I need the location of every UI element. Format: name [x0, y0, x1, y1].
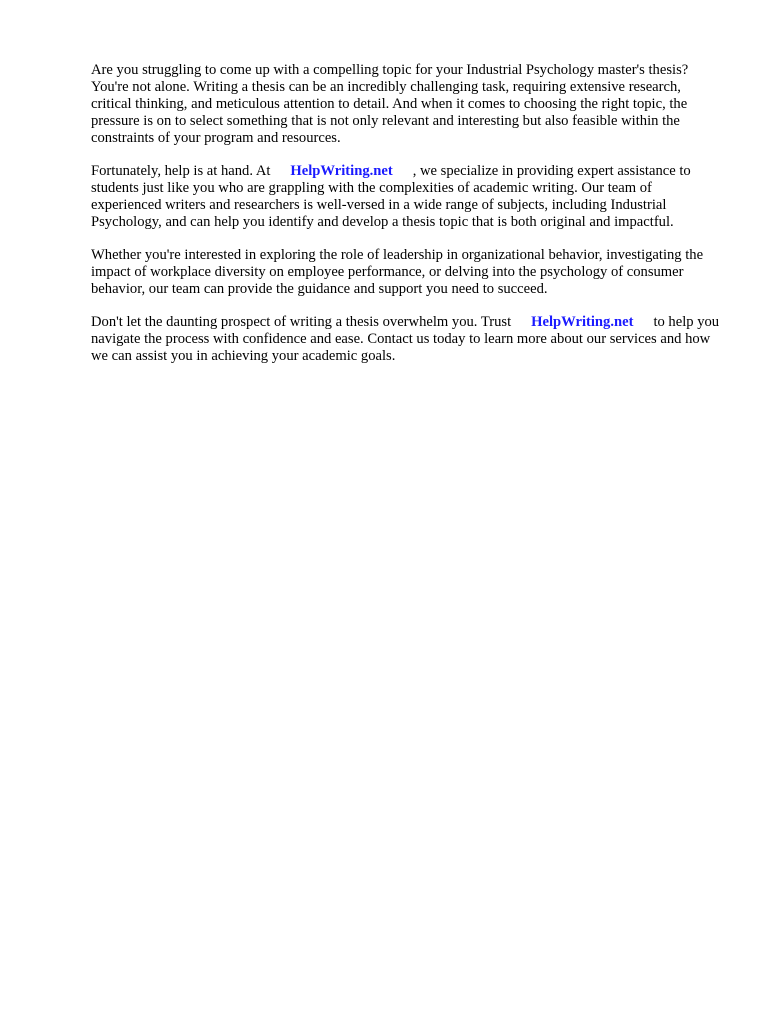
helpwriting-link-2[interactable]: HelpWriting.net	[531, 314, 634, 330]
paragraph-intro: Are you struggling to come up with a compelling topic for your Industrial Psychology master's thesis? You're not alone. Writing a thesis can be an incredibly challenging task, requiring extensive research, critical thinking, and meticulous attention to detail. And when it comes to choosing the right topic, the pressure is on to select something that is not only relevant and interesting but also feasible within the constraints of your program and resources.	[91, 62, 689, 146]
paragraph-help	[91, 163, 721, 231]
paragraph-cta	[91, 314, 721, 365]
document-body	[91, 62, 721, 381]
paragraph-topics: Whether you're interested in exploring the role of leadership in organizational behavior, investigating the impact of workplace diversity on employee performance, or delving into the psychology of consumer behavior, our team can provide the guidance and support you need to succeed.	[91, 247, 704, 297]
helpwriting-link[interactable]: HelpWriting.net	[290, 163, 393, 179]
paragraph-cta-rest: to help you navigate the process with confidence and ease. Contact us today to learn more about our services and how we can assist you in achieving your academic goals.	[91, 314, 720, 364]
paragraph-help-lead: Fortunately, help is at hand. At	[91, 163, 271, 179]
paragraph-cta-lead: Don't let the daunting prospect of writing a thesis overwhelm you. Trust	[91, 314, 512, 330]
paragraph-help-rest: , we specialize in providing expert assistance to students just like you who are grappling with the complexities of academic writing. Our team of experienced writers and researchers is well-versed in a wide range of subjects, including Industrial Psychology, and can help you identify and develop a thesis topic that is both original and impactful.	[91, 163, 691, 230]
